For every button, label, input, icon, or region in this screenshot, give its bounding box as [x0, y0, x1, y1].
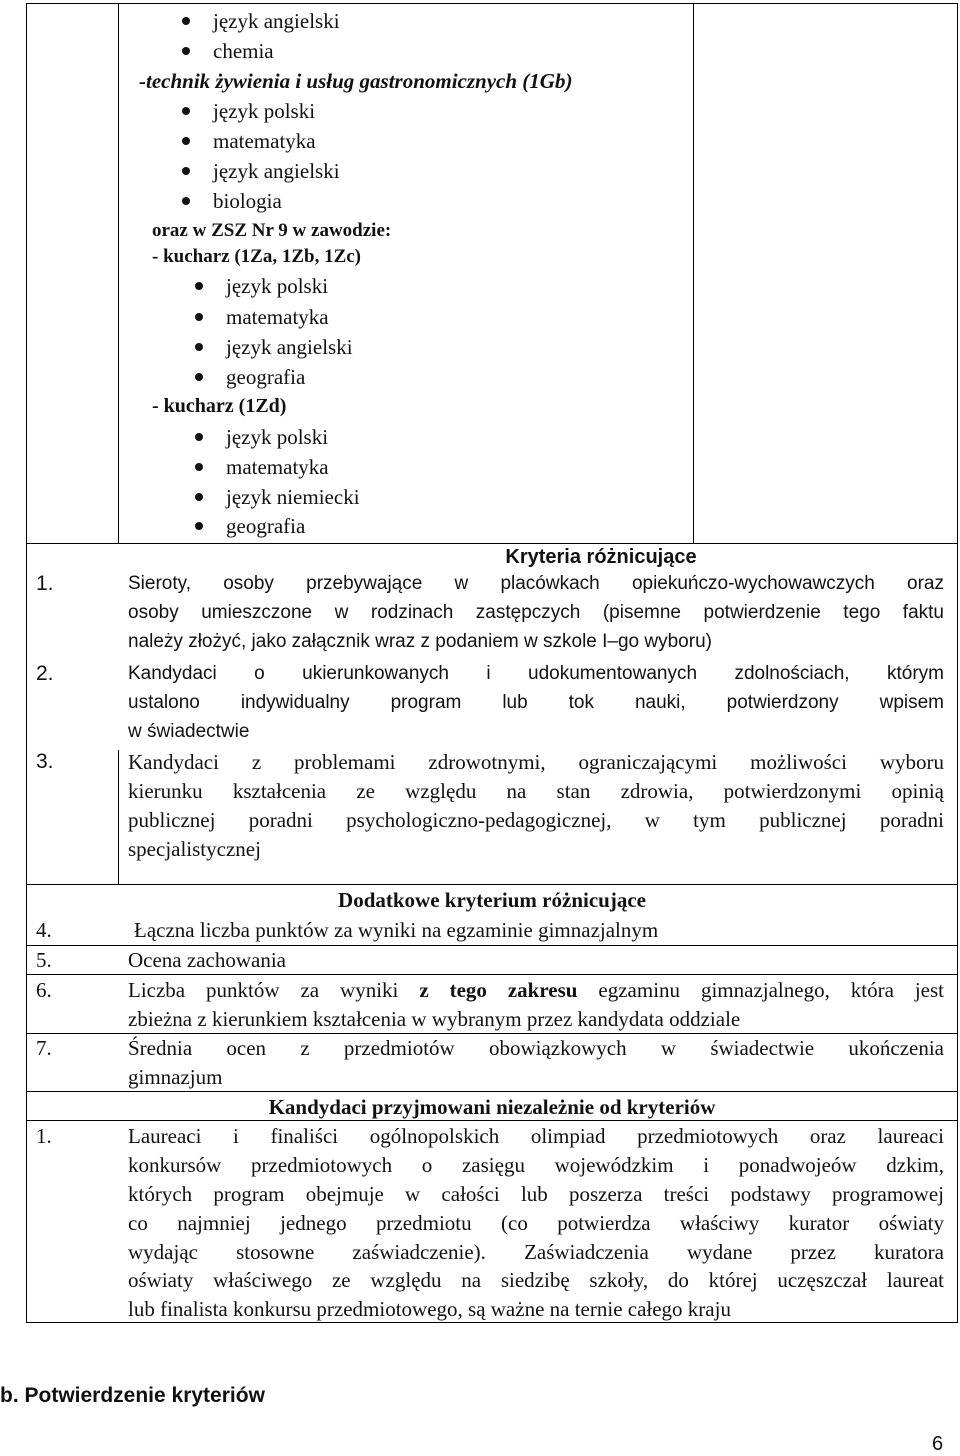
- subject-item: matematyka: [226, 455, 329, 479]
- row-divider-dodatkowe: [26, 884, 958, 885]
- criterion-line: publicznej poradni psychologiczno-pedagogicznej, w tym publicznej poradni: [128, 808, 944, 832]
- item-line: [128, 978, 944, 1002]
- criterion-line: osoby umieszczone w rodzinach zastępczych (pisemne potwierdzenie tego faktu: [128, 602, 944, 623]
- criterion-number: 3.: [36, 750, 54, 773]
- item-text-post: egzaminu gimnazjalnego, która jest: [598, 978, 945, 1002]
- bullet: [182, 17, 190, 25]
- subject-item: język polski: [226, 425, 329, 449]
- subject-item: biologia: [213, 189, 282, 213]
- laureaci-line: co najmniej jednego przedmiotu (co potwierdza właściwy kurator oświaty: [128, 1211, 944, 1235]
- row-divider-niezaleznie: [26, 1120, 958, 1121]
- item-number: 7.: [36, 1036, 52, 1060]
- row-divider-item7: [26, 1091, 958, 1092]
- subject-item: język polski: [213, 99, 316, 123]
- bullet: [195, 373, 203, 381]
- inner-divider-criterion-3: [118, 750, 119, 884]
- bullet: [182, 197, 190, 205]
- item-text-bold: z tego zakresu: [419, 978, 578, 1002]
- bullet: [195, 343, 203, 351]
- bullet: [182, 107, 190, 115]
- criterion-line: Sieroty, osoby przebywające w placówkach opiekuńczo-wychowawczych oraz: [128, 573, 944, 594]
- criterion-line: należy złożyć, jako załącznik wraz z podaniem w szkole I–go wyboru): [128, 631, 712, 652]
- criterion-line: Kandydaci z problemami zdrowotnymi, ograniczającymi możliwości wyboru: [128, 750, 944, 774]
- subject-item: geografia: [226, 514, 306, 538]
- table-border-right: [957, 3, 958, 1323]
- inner-right-divider: [693, 3, 694, 543]
- bullet: [182, 137, 190, 145]
- item-line: gimnazjum: [128, 1065, 223, 1089]
- laureaci-line: oświaty właściwego ze względu na siedzibę szkoły, do której uczęszczał laureat: [128, 1268, 944, 1292]
- row-divider-item6: [26, 1033, 958, 1034]
- bullet: [182, 167, 190, 175]
- inner-left-divider: [118, 3, 119, 543]
- item-line: Średnia ocen z przedmiotów obowiązkowych w świadectwie ukończenia: [128, 1036, 944, 1060]
- criterion-line: specjalistycznej: [128, 837, 261, 861]
- criterion-number: 2.: [36, 662, 54, 685]
- laureaci-line: wydając stosowne zaświadczenie). Zaświadczenia wydane przez kuratora: [128, 1240, 944, 1264]
- item-number: 4.: [36, 918, 52, 942]
- subject-item: geografia: [226, 365, 306, 389]
- subject-item: język angielski: [226, 335, 353, 359]
- table-border-top-right: [693, 3, 957, 4]
- kryteria-heading: Kryteria różnicujące: [505, 546, 697, 568]
- laureaci-line: lub finalista konkursu przedmiotowego, są ważne na ternie całego kraju: [128, 1297, 731, 1321]
- item-number: 6.: [36, 978, 52, 1002]
- zsz-heading: oraz w ZSZ Nr 9 w zawodzie:: [152, 220, 392, 241]
- item-line: zbieżna z kierunkiem kształcenia w wybranym przez kandydata oddziale: [128, 1007, 741, 1031]
- dodatkowe-heading: Dodatkowe kryterium różnicujące: [338, 888, 646, 912]
- criterion-line: ustalono indywidualny program lub tok nauki, potwierdzony wpisem: [128, 692, 944, 713]
- row-divider-kryteria: [26, 543, 958, 544]
- item-text-pre: Liczba punktów za wyniki: [128, 978, 399, 1002]
- table-border-left: [26, 3, 27, 1323]
- section-b-heading: b. Potwierdzenie kryteriów: [0, 1384, 265, 1407]
- row-divider-item4: [26, 945, 958, 946]
- bullet: [195, 522, 203, 530]
- bullet: [195, 493, 203, 501]
- bullet: [195, 463, 203, 471]
- page-number: 6: [932, 1433, 944, 1455]
- criterion-line: w świadectwie: [128, 721, 250, 742]
- laureaci-line: konkursów przedmiotowych o zasięgu wojewódzkim i ponadwojeów dzkim,: [128, 1153, 944, 1177]
- item-text: Łączna liczba punktów za wyniki na egzaminie gimnazjalnym: [134, 918, 659, 942]
- criterion-number: 1.: [36, 572, 54, 595]
- niezaleznie-heading: Kandydaci przyjmowani niezależnie od kryteriów: [268, 1095, 716, 1119]
- laureaci-line: Laureaci i finaliści ogólnopolskich olimpiad przedmiotowych oraz laureaci: [128, 1124, 944, 1148]
- cook-heading-2: - kucharz (1Zd): [152, 395, 287, 417]
- bullet: [195, 313, 203, 321]
- profile-heading: -technik żywienia i usług gastronomicznych (1Gb): [139, 69, 573, 93]
- subject-item: język angielski: [213, 159, 340, 183]
- table-border-top: [26, 3, 693, 4]
- subject-item: język polski: [226, 274, 329, 298]
- criterion-line: kierunku kształcenia ze względu na stan zdrowia, potwierdzonymi opinią: [128, 779, 944, 803]
- subject-item: język angielski: [213, 9, 340, 33]
- subject-item: matematyka: [226, 305, 329, 329]
- subject-item: chemia: [213, 39, 274, 63]
- bullet: [195, 282, 203, 290]
- bullet: [195, 433, 203, 441]
- subject-item: język niemiecki: [226, 485, 360, 509]
- bullet: [182, 47, 190, 55]
- laureaci-line: których program obejmuje w całości lub poszerza treści podstawy programowej: [128, 1182, 944, 1206]
- item-number: 1.: [36, 1124, 52, 1148]
- table-border-bottom: [26, 1322, 958, 1323]
- criterion-line: Kandydaci o ukierunkowanych i udokumentowanych zdolnościach, którym: [128, 663, 944, 684]
- item-number: 5.: [36, 948, 52, 972]
- row-divider-item5: [26, 974, 958, 975]
- cook-heading-1: - kucharz (1Za, 1Zb, 1Zc): [152, 246, 361, 267]
- subject-item: matematyka: [213, 129, 316, 153]
- item-text: Ocena zachowania: [128, 948, 286, 972]
